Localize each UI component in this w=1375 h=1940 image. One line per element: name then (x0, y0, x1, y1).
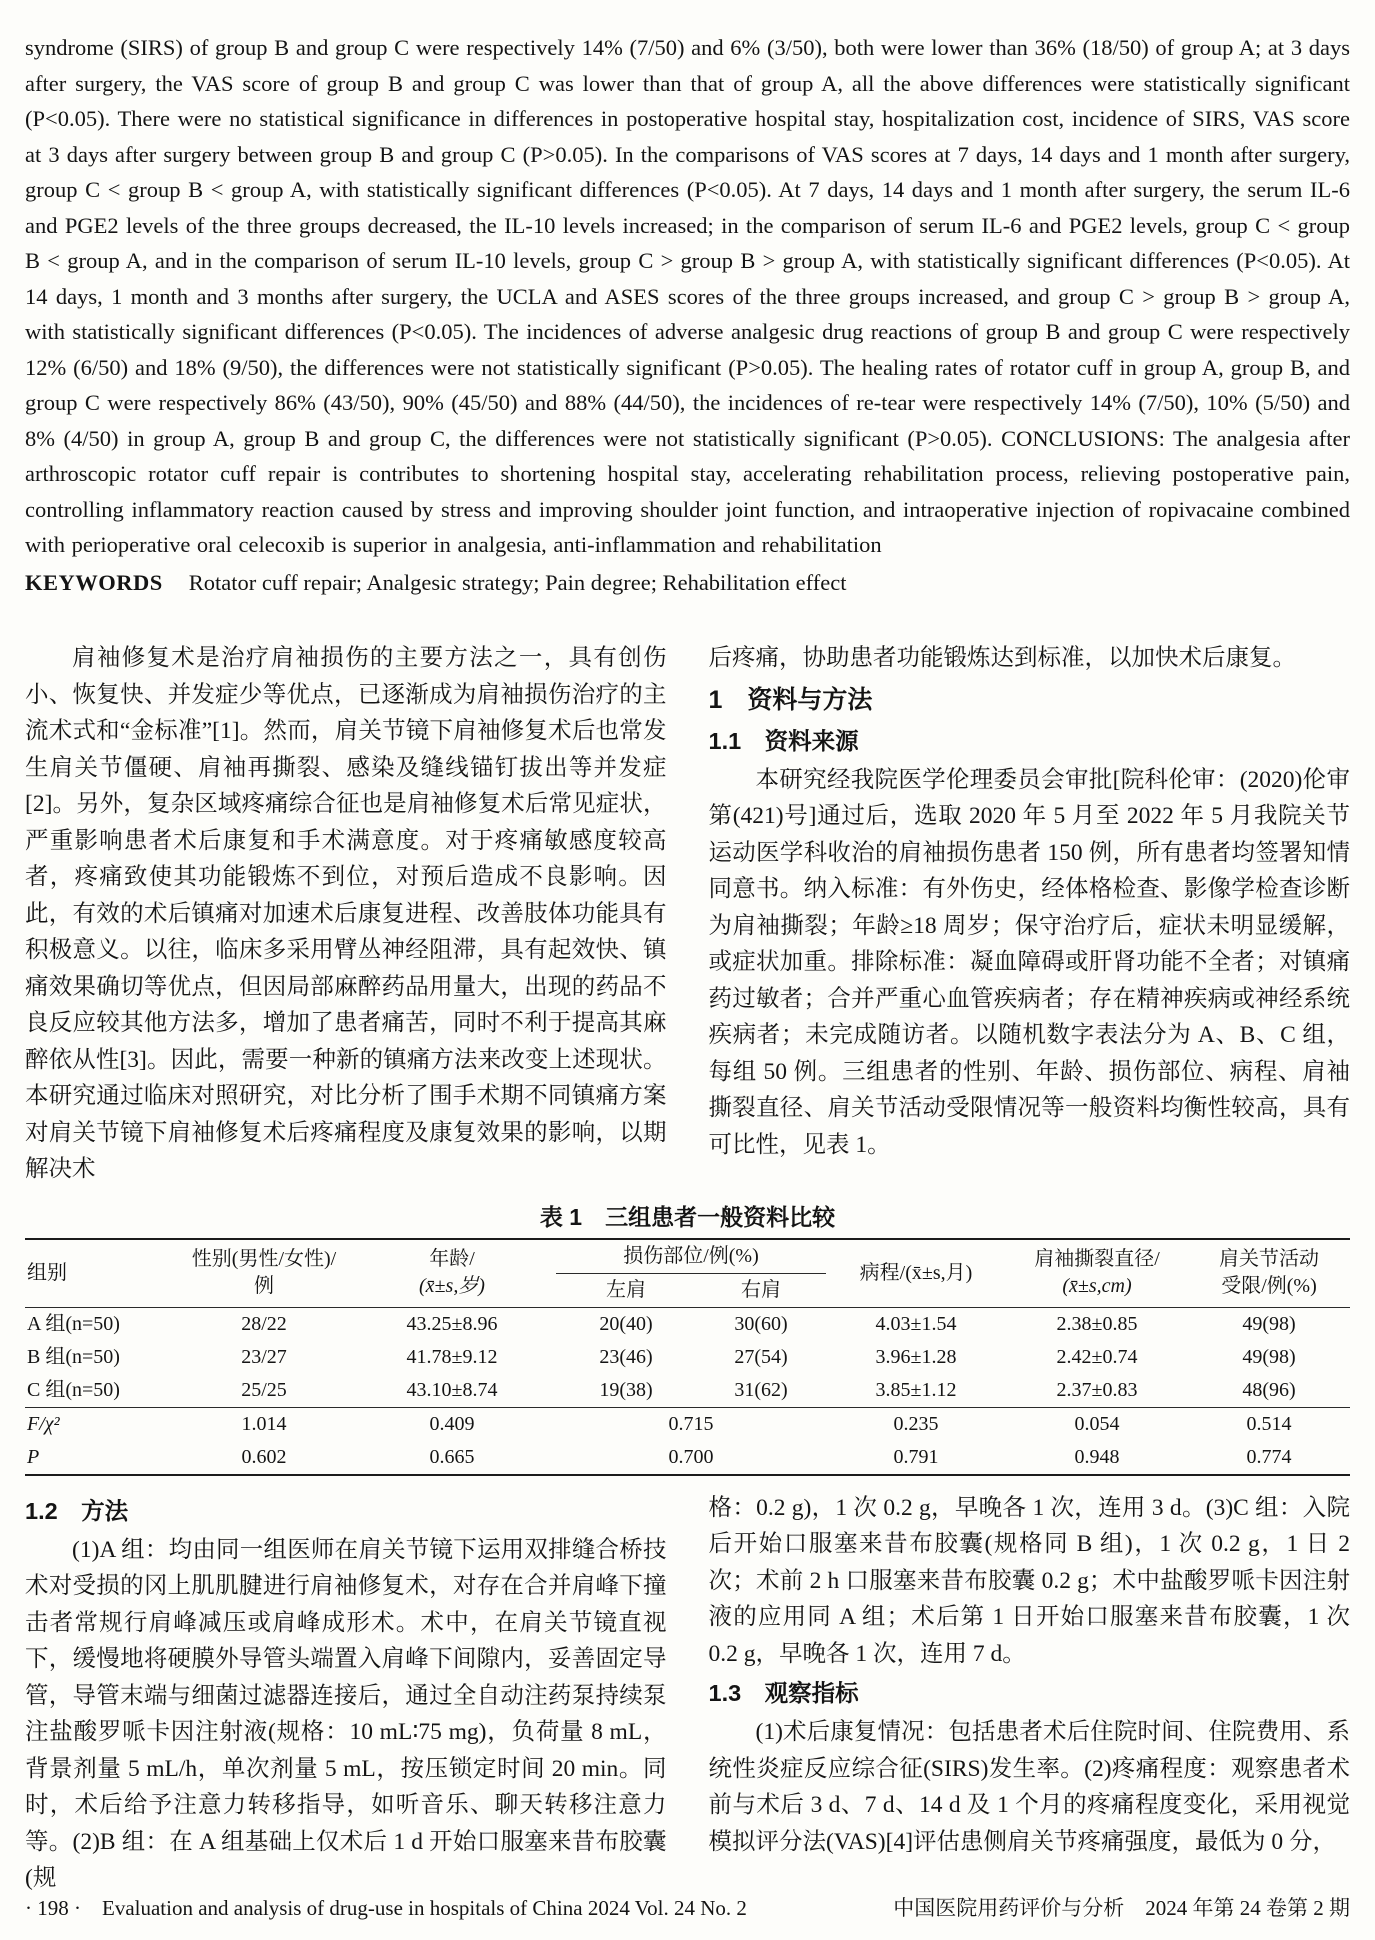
table1 (25, 1238, 1350, 1476)
cell: 0.602 (241, 1445, 287, 1468)
footer-journal-english: · 198 · Evaluation and analysis of drug-use in hospitals of China 2024 Vol. 24 No. 2 (25, 1896, 747, 1920)
cell: 0.791 (893, 1445, 939, 1468)
cell: 31(62) (696, 1374, 826, 1408)
col-header-age (348, 1239, 556, 1308)
cell: 23/27 (241, 1345, 287, 1368)
cell: 43.25±8.96 (406, 1312, 498, 1335)
left-column-intro (25, 640, 667, 1188)
footer-journal-chinese: 中国医院用药评价与分析 2024 年第 24 卷第 2 期 (893, 1896, 1350, 1920)
abstract-continuation: syndrome (SIRS) of group B and group C were respectively 14% (7/50) and 6% (3/50), both were lower than 36% (18/50) of group A; at 3 days after surgery, the VAS score of group B and group C was lower than that of group A, all the above differences were statistically significant (P<0.05). There were no statistical significance in differences in postoperative hospital stay, hospitalization cost, incidence of SIRS, VAS score at 3 days after surgery between group B and group C (P>0.05). In the comparisons of VAS scores at 7 days, 14 days and 1 month after surgery, group C < group B < group A, with statistically significant differences (P<0.05). At 7 days, 14 days and 1 month after surgery, the serum IL-6 and PGE2 levels of the three groups decreased, the IL-10 levels increased; in the comparison of serum IL-6 and PGE2 levels, group C < group B < group A, and in the comparison of serum IL-10 levels, group C > group B > group A, with statistically significant differences (P<0.05). At 14 days, 1 month and 3 months after surgery, the UCLA and ASES scores of the three groups increased, and group C > group B > group A, with statistically significant differences (P<0.05). The incidences of adverse analgesic drug reactions of group B and group C were respectively 12% (6/50) and 18% (9/50), the differences were not statistically significant (P>0.05). The healing rates of rotator cuff in group A, group B, and group C were respectively 86% (43/50), 90% (45/50) and 88% (44/50), the incidences of re-tear were respectively 14% (7/50), 10% (5/50) and 8% (4/50) in group A, group B and group C, the differences were not statistically significant (P>0.05). CONCLUSIONS: The analgesia after arthroscopic rotator cuff repair is contributes to shortening hospital stay, accelerating rehabilitation process, relieving postoperative pain, controlling inflammatory reaction caused by stress and improving shoulder joint function, and intraoperative injection of ropivacaine combined with perioperative oral celecoxib is superior in analgesia, anti-inflammation and rehabilitation (25, 35, 1350, 557)
right-column-methods (709, 1490, 1351, 1897)
cell: C 组(n=50) (25, 1374, 180, 1408)
cell: 3.85±1.12 (826, 1374, 1006, 1408)
methods-paragraph: (1)A 组：均由同一组医师在肩关节镜下运用双排缝合桥技术对受损的冈上肌肌腱进行肩袖修复术，对存在合并肩峰下撞击者常规行肩峰减压或肩峰成形术。术中，在肩关节镜直视下，缓慢地将硬膜外导管头端置入肩峰下间隙内，妥善固定导管，导管末端与细菌过滤器连接后，通过全自动注药泵持续泵注盐酸罗哌卡因注射液(规格：10 mL∶75 mg)，负荷量 8 mL，背景剂量 5 mL/h，单次剂量 5 mL，按压锁定时间 20 min。同时，术后给予注意力转移指导，如听音乐、聊天转移注意力等。(2)B 组：在 A 组基础上仅术后 1 d 开始口服塞来昔布胶囊(规 (25, 1536, 667, 1891)
cell: 30(60) (734, 1312, 788, 1335)
col-header-sex (180, 1239, 348, 1308)
table-row-group-a (25, 1307, 1350, 1341)
cell: 48(96) (1188, 1374, 1350, 1408)
cell: 20(40) (599, 1312, 653, 1335)
table1-title: 表 1 三组患者一般资料比较 (539, 1203, 836, 1230)
cell: 2.42±0.74 (1056, 1345, 1138, 1368)
observation-paragraph: (1)术后康复情况：包括患者术后住院时间、住院费用、系统性炎症反应综合征(SIRS)发生率。(2)疼痛程度：观察患者术前与术后 3 d、7 d、14 d 及 1 个月的疼痛程度变化，采用视觉模拟评分法(VAS)[4]评估患侧肩关节疼痛强度，最低为 0 分， (708, 1719, 1350, 1855)
cell: 0.054 (1074, 1412, 1120, 1435)
col-header-rom-line2: 受限/例(%) (1221, 1275, 1317, 1297)
keywords-text: Rotator cuff repair; Analgesic strategy; Pain degree; Rehabilitation effect (188, 569, 847, 595)
cell: 0.409 (429, 1412, 475, 1435)
col-header-left-shoulder: 左肩 (556, 1273, 696, 1307)
section-heading-1: 1 资料与方法 (708, 685, 873, 714)
cell: 0.715 (668, 1412, 714, 1435)
cell: 25/25 (180, 1374, 348, 1408)
intro-paragraph: 肩袖修复术是治疗肩袖损伤的主要方法之一，具有创伤小、恢复快、并发症少等优点，已逐渐成为肩袖损伤治疗的主流术式和“金标准”[1]。然而，肩关节镜下肩袖修复术后也常发生肩关节僵硬、肩袖再撕裂、感染及缝线锚钉拔出等并发症[2]。另外，复杂区域疼痛综合征也是肩袖修复术后常见症状，严重影响患者术后康复和手术满意度。对于疼痛敏感度较高者，疼痛致使其功能锻炼不到位，对预后造成不良影响。因此，有效的术后镇痛对加速术后康复进程、改善肢体功能具有积极意义。以往，临床多采用臂丛神经阻滞，具有起效快、镇痛效果确切等优点，但因局部麻醉药品用量大，出现的药品不良反应较其他方法多，增加了患者痛苦，同时不利于提高其麻醉依从性[3]。因此，需要一种新的镇痛方法来改变上述现状。本研究通过临床对照研究，对比分析了围手术期不同镇痛方案对肩关节镜下肩袖修复术后疼痛程度及康复效果的影响，以期解决术 (25, 645, 667, 1182)
cell: 1.014 (241, 1412, 287, 1435)
col-header-course: 病程/(x̄±s,月) (826, 1239, 1006, 1308)
section-heading-1-1: 1.1 资料来源 (708, 727, 859, 754)
col-header-tear-diameter (1006, 1239, 1188, 1308)
cell: 23(46) (599, 1345, 653, 1368)
cell: 43.10±8.74 (348, 1374, 556, 1408)
cell: A 组(n=50) (27, 1312, 120, 1335)
cell: 0.235 (893, 1412, 939, 1435)
keywords-line (25, 565, 1350, 601)
table-row-group-c (25, 1374, 1350, 1408)
cell: 0.774 (1246, 1445, 1292, 1468)
cell: 49(98) (1242, 1345, 1296, 1368)
cell: 2.38±0.85 (1056, 1312, 1138, 1335)
columns-methods (25, 1490, 1350, 1897)
table1-header (25, 1239, 1350, 1308)
col-header-age-line1: 年龄/ (429, 1248, 475, 1270)
columns-intro (25, 640, 1350, 1188)
cell: 0.665 (429, 1445, 475, 1468)
col-header-tear-line1: 肩袖撕裂直径/ (1034, 1248, 1160, 1270)
cell: 28/22 (241, 1312, 287, 1335)
cell: 0.948 (1074, 1445, 1120, 1468)
cell: 41.78±9.12 (406, 1345, 498, 1368)
cell: 27(54) (734, 1345, 788, 1368)
col-header-sex-line1: 性别(男性/女性)/ (191, 1248, 337, 1270)
col-header-rom (1188, 1239, 1350, 1308)
cell: 0.514 (1246, 1412, 1292, 1435)
col-header-group: 组别 (25, 1239, 180, 1308)
col-header-rom-line1: 肩关节活动 (1219, 1248, 1319, 1270)
col-header-age-line2: (x̄±s,岁) (419, 1275, 485, 1297)
methods-continuation: 格：0.2 g)，1 次 0.2 g，早晚各 1 次，连用 3 d。(3)C 组：入院后开始口服塞来昔布胶囊(规格同 B 组)，1 次 0.2 g，1 日 2 次；术前 2 h 口服塞来昔布胶囊 0.2 g；术中盐酸罗哌卡因注射液的应用同 A 组；术后第 1 日开始口服塞来昔布胶囊，1 次 0.2 g，早晚各 1 次，连用 7 d。 (708, 1494, 1350, 1667)
cell: 19(38) (556, 1374, 696, 1408)
cell: B 组(n=50) (27, 1345, 120, 1368)
section-heading-1-3: 1.3 观察指标 (708, 1680, 859, 1706)
right-column-intro (709, 640, 1351, 1188)
cell: 4.03±1.54 (875, 1312, 957, 1335)
col-header-tear-line2: (x̄±s,cm) (1062, 1275, 1132, 1297)
table-row-p-value (25, 1441, 1350, 1475)
cell: 3.96±1.28 (875, 1345, 957, 1368)
table-row-group-b (25, 1341, 1350, 1374)
stat-row-label: F/χ² (27, 1412, 60, 1435)
left-column-methods (25, 1490, 667, 1897)
col-header-sex-line2: 例 (254, 1275, 274, 1297)
page-footer (25, 1894, 1350, 1922)
data-source-paragraph: 本研究经我院医学伦理委员会审批[院科伦审：(2020)伦审第(421)号]通过后，选取 2020 年 5 月至 2022 年 5 月我院关节运动医学科收治的肩袖损伤患者 150 例，所有患者均签署知情同意书。纳入标准：有外伤史，经体格检查、影像学检查诊断为肩袖撕裂；年龄≥18 周岁；保守治疗后，症状未明显缓解，或症状加重。排除标准：凝血障碍或肝肾功能不全者；对镇痛药过敏者；合并严重心血管疾病者；存在精神疾病或神经系统疾病者；未完成随访者。以随机数字表法分为 A、B、C 组，每组 50 例。三组患者的性别、年龄、损伤部位、病程、肩袖撕裂直径、肩关节活动受限情况等一般资料均衡性较高，具有可比性，见表 1。 (708, 766, 1350, 1158)
table-row-f-statistic (25, 1407, 1350, 1441)
cell: 2.37±0.83 (1006, 1374, 1188, 1408)
keywords-label: KEYWORDS (25, 569, 163, 595)
cell: 49(98) (1242, 1312, 1296, 1335)
intro-continuation: 后疼痛，协助患者功能锻炼达到标准，以加快术后康复。 (708, 645, 1296, 671)
col-header-right-shoulder: 右肩 (696, 1273, 826, 1307)
section-heading-1-2: 1.2 方法 (25, 1497, 129, 1524)
cell: 0.700 (668, 1445, 714, 1468)
stat-row-label: P (27, 1445, 40, 1468)
col-header-injury-site: 损伤部位/例(%) (556, 1239, 826, 1274)
